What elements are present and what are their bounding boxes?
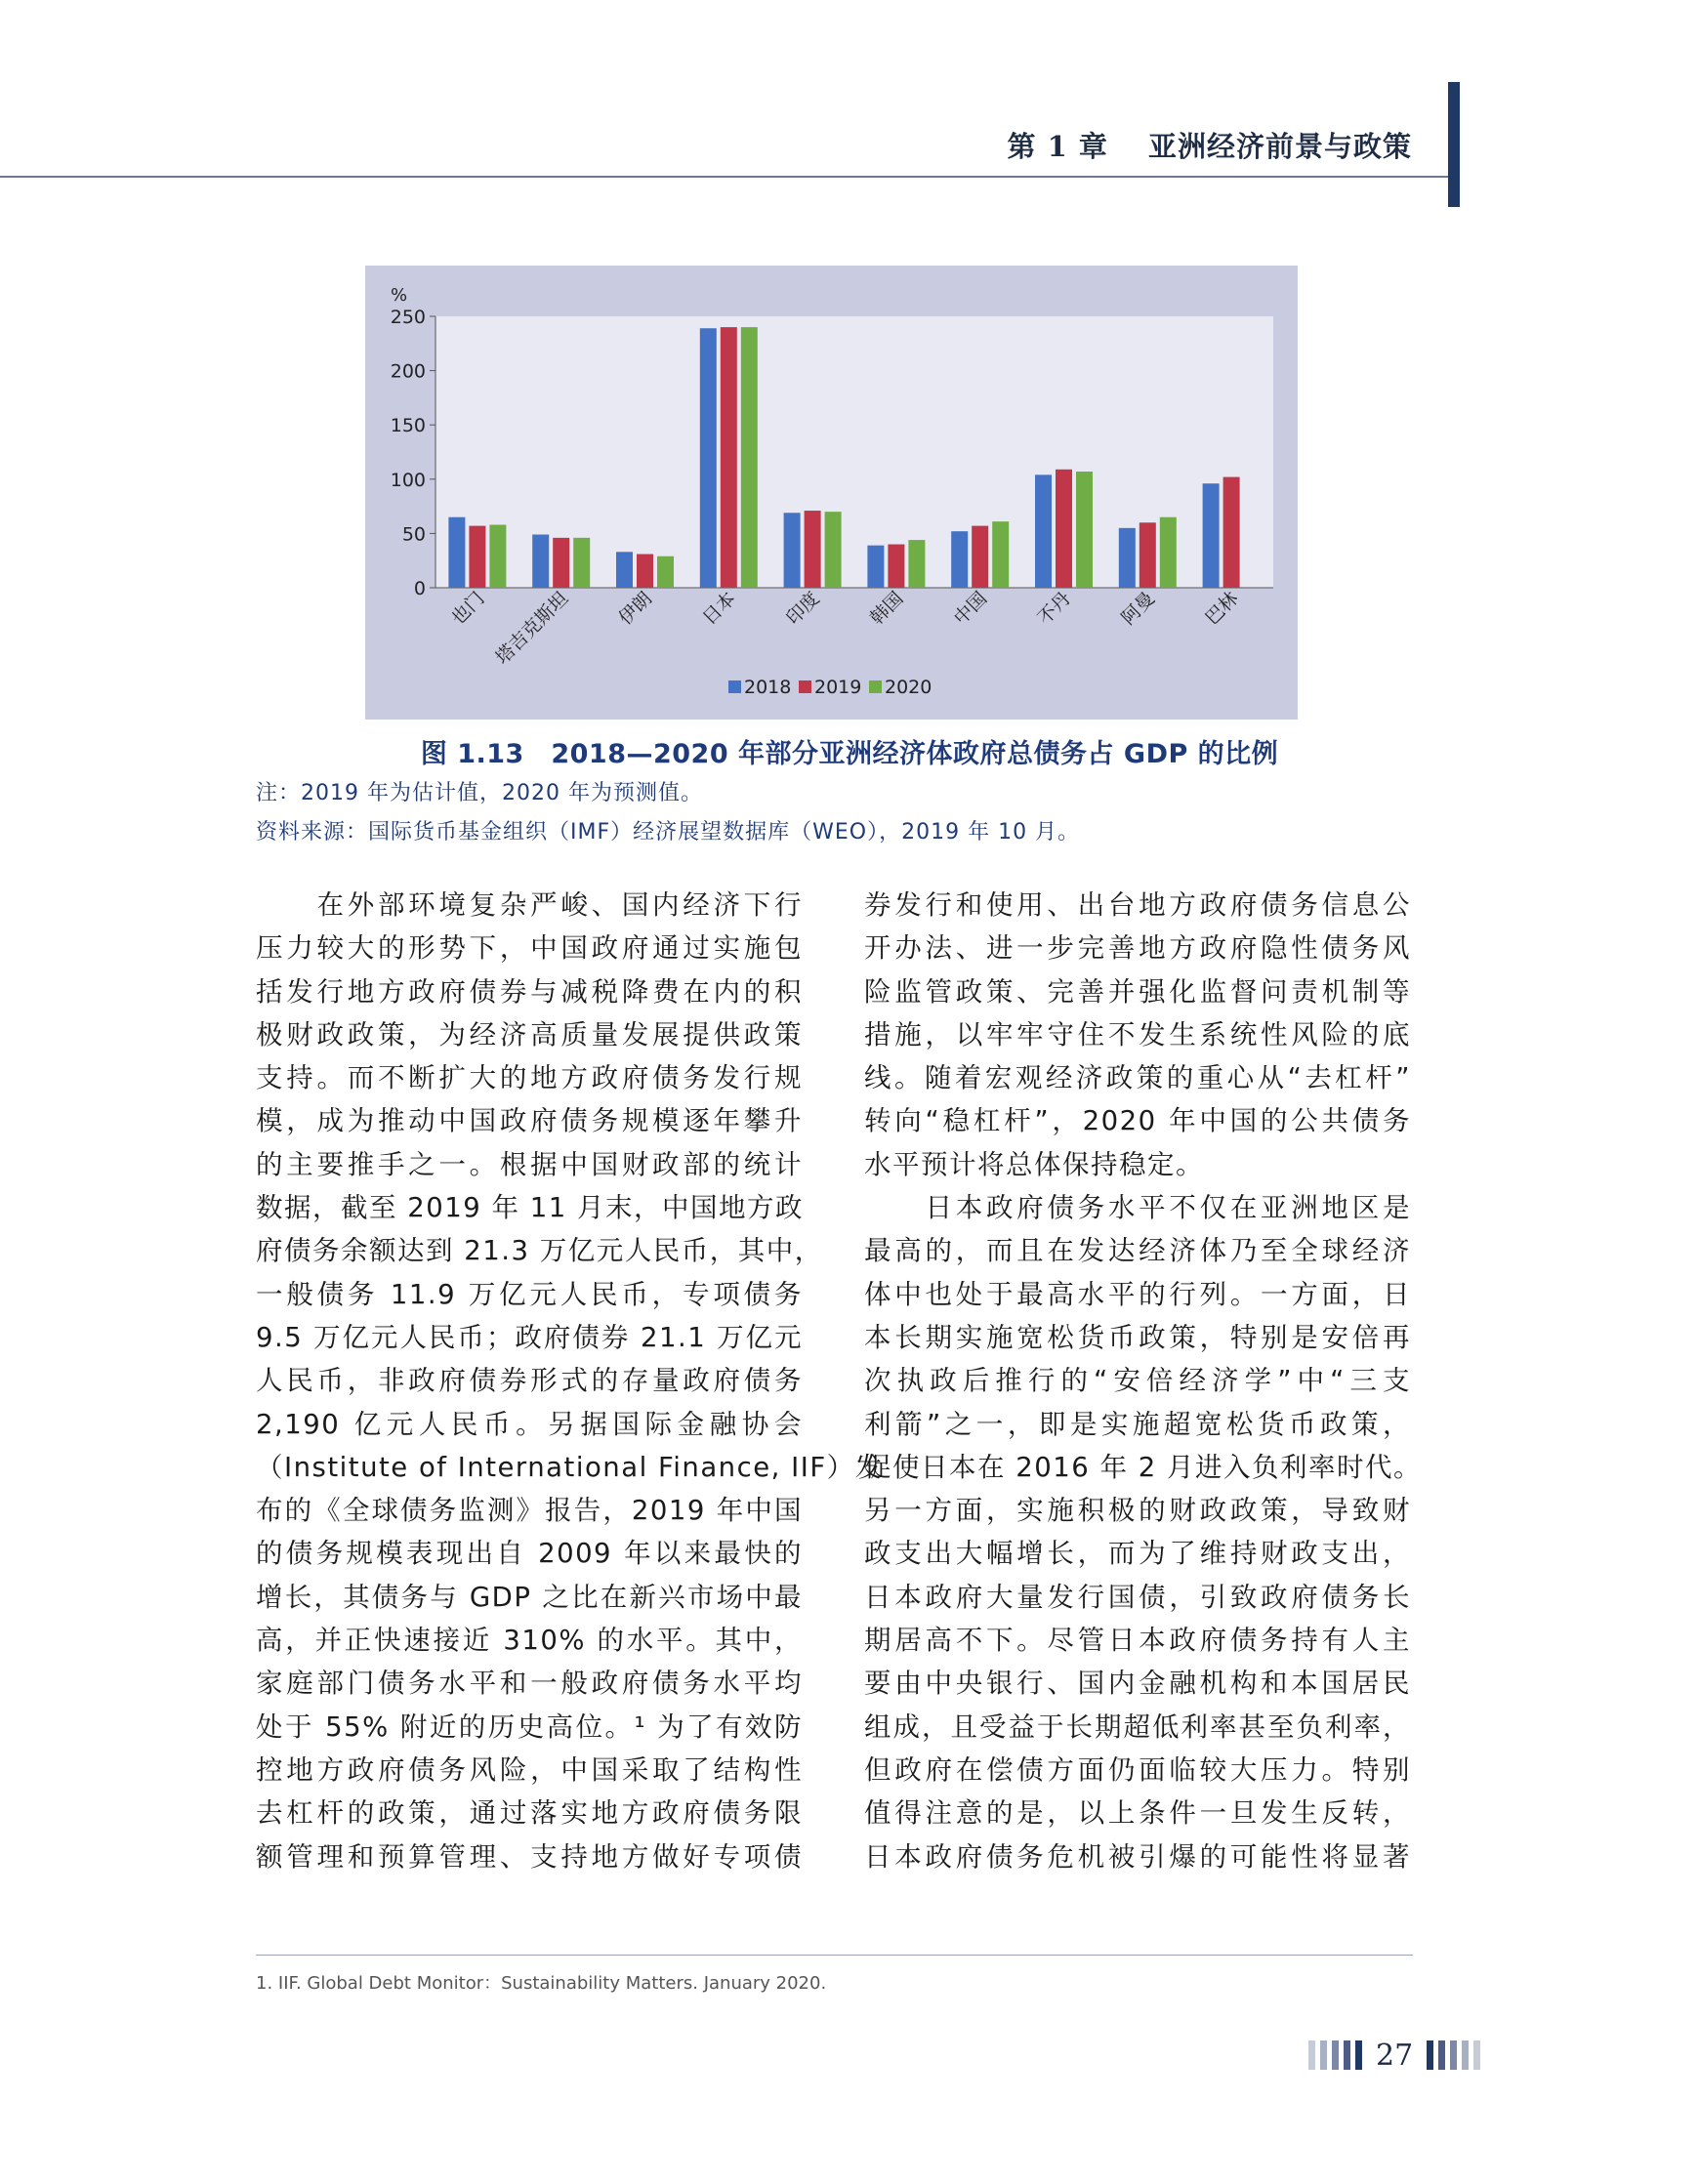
body-line: 另一方面，实施积极的财政政策，导致财 <box>864 1495 1411 1527</box>
page-number: 27 <box>1376 2038 1414 2073</box>
legend-swatch-2019 <box>799 680 811 693</box>
bar-2019 <box>1140 522 1156 588</box>
y-tick-label: 100 <box>390 469 426 491</box>
x-tick-label: 不丹 <box>1033 587 1076 630</box>
body-line: 处于 55% 附近的历史高位。¹ 为了有效防 <box>256 1710 803 1743</box>
body-line: 人民币，非政府债券形式的存量政府债务 <box>256 1365 803 1397</box>
page-number-block <box>1308 2036 1480 2075</box>
body-line: 最高的，而且在发达经济体乃至全球经济 <box>864 1235 1411 1267</box>
figure-caption: 图 1.13 2018—2020 年部分亚洲经济体政府总债务占 GDP 的比例 <box>420 739 1279 769</box>
x-tick-label: 日本 <box>698 587 740 630</box>
bar-2020 <box>489 525 506 588</box>
body-line: 数据，截至 2019 年 11 月末，中国地方政 <box>256 1192 804 1224</box>
body-line: 日本政府债务水平不仅在亚洲地区是 <box>864 1192 1411 1224</box>
bar-2019 <box>469 526 485 588</box>
bar-2019 <box>805 511 821 588</box>
body-column-left <box>256 884 884 1878</box>
body-line: 家庭部门债务水平和一般政府债务水平均 <box>256 1668 803 1700</box>
body-line: 险监管政策、完善并强化监督问责机制等 <box>864 975 1411 1008</box>
bar-2018 <box>532 535 549 588</box>
body-line: 模，成为推动中国政府债务规模逐年攀升 <box>256 1105 803 1137</box>
body-line: 开办法、进一步完善地方政府隐性债务风 <box>864 932 1411 965</box>
body-line: 但政府在偿债方面仍面临较大压力。特别 <box>864 1753 1411 1786</box>
bar-2020 <box>741 327 758 588</box>
body-line: 增长，其债务与 GDP 之比在新兴市场中最 <box>256 1581 803 1613</box>
body-line: 一般债务 11.9 万亿元人民币，专项债务 <box>256 1278 803 1310</box>
body-line: 措施，以牢牢守住不发生系统性风险的底 <box>864 1018 1411 1051</box>
x-tick-label: 印度 <box>782 587 824 630</box>
bar-2018 <box>784 513 801 588</box>
body-line: （Institute of International Finance, IIF）发 <box>256 1451 884 1483</box>
bar-2019 <box>637 555 653 588</box>
body-line: 券发行和使用、出台地方政府债务信息公 <box>864 889 1411 921</box>
x-tick-label: 塔吉克斯坦 <box>491 587 573 669</box>
body-line: 组成，且受益于长期超低利率甚至负利率， <box>864 1710 1411 1743</box>
body-line: 次执政后推行的“安倍经济学”中“三支 <box>864 1365 1411 1397</box>
body-line: 要由中央银行、国内金融机构和本国居民 <box>864 1668 1411 1700</box>
chapter-label: 第 1 章 <box>1007 130 1108 163</box>
debt-chart <box>365 266 1298 720</box>
legend-label: 2020 <box>885 677 932 698</box>
y-tick-label: 250 <box>390 307 426 328</box>
bar-2019 <box>888 545 904 588</box>
body-line: 控地方政府债务风险，中国采取了结构性 <box>256 1753 803 1786</box>
body-line: 期居高不下。尽管日本政府债务持有人主 <box>864 1625 1411 1657</box>
legend-swatch-2020 <box>869 680 882 693</box>
body-line: 值得注意的是，以上条件一旦发生反转， <box>864 1797 1411 1830</box>
x-tick-label: 韩国 <box>865 587 908 630</box>
bar-2018 <box>616 552 633 588</box>
body-line: 压力较大的形势下，中国政府通过实施包 <box>256 932 803 965</box>
legend-label: 2019 <box>814 677 862 698</box>
x-tick-label: 阿曼 <box>1117 587 1159 630</box>
bar-2018 <box>448 517 465 588</box>
bar-2020 <box>1076 472 1093 588</box>
bar-2018 <box>1119 528 1136 588</box>
figure-source: 资料来源：国际货币基金组织（IMF）经济展望数据库（WEO），2019 年 10 月。 <box>256 820 1081 845</box>
y-axis-unit: % <box>391 285 408 306</box>
legend-label: 2018 <box>744 677 792 698</box>
body-column-right <box>864 884 1422 1878</box>
x-tick-label: 巴林 <box>1201 587 1243 630</box>
bar-2020 <box>992 521 1009 588</box>
body-line: 极财政政策，为经济高质量发展提供政策 <box>256 1018 803 1051</box>
body-line: 本长期实施宽松货币政策，特别是安倍再 <box>864 1321 1411 1353</box>
y-tick-label: 0 <box>413 578 426 599</box>
bar-2019 <box>972 526 988 588</box>
body-line: 的债务规模表现出自 2009 年以来最快的 <box>256 1538 803 1570</box>
bar-2018 <box>1035 474 1052 588</box>
bar-2018 <box>867 546 884 588</box>
body-line: 日本政府债务危机被引爆的可能性将显著 <box>864 1840 1411 1873</box>
x-tick-label: 中国 <box>949 587 992 630</box>
body-line: 9.5 万亿元人民币；政府债券 21.1 万亿元 <box>256 1321 803 1353</box>
bar-2019 <box>553 538 569 588</box>
bar-2018 <box>1203 483 1220 588</box>
bar-2020 <box>908 540 925 588</box>
legend-swatch-2018 <box>728 680 741 693</box>
body-line: 的主要推手之一。根据中国财政部的统计 <box>256 1148 803 1180</box>
header-rule <box>0 176 1450 178</box>
bar-2020 <box>657 556 674 588</box>
y-tick-label: 200 <box>390 360 426 383</box>
footnote-rule <box>256 1955 1413 1956</box>
body-line: 支持。而不断扩大的地方政府债务发行规 <box>256 1062 803 1094</box>
body-line: 布的《全球债务监测》报告，2019 年中国 <box>256 1495 803 1527</box>
body-line: 日本政府大量发行国债，引致政府债务长 <box>864 1581 1411 1613</box>
body-line: 转向“稳杠杆”，2020 年中国的公共债务 <box>864 1105 1411 1137</box>
body-line: 体中也处于最高水平的行列。一方面，日 <box>864 1278 1411 1310</box>
footnote: 1. IIF. Global Debt Monitor：Sustainability Matters. January 2020. <box>256 1973 827 1994</box>
body-line: 括发行地方政府债券与减税降费在内的积 <box>256 975 803 1008</box>
body-line: 府债务余额达到 21.3 万亿元人民币，其中， <box>256 1235 823 1267</box>
page-deco-right <box>1427 2040 1480 2070</box>
body-line: 高，并正快速接近 310% 的水平。其中， <box>256 1625 803 1657</box>
body-line: 线。随着宏观经济政策的重心从“去杠杆” <box>864 1062 1411 1094</box>
body-line: 水平预计将总体保持稳定。 <box>864 1148 1204 1180</box>
bar-2018 <box>951 531 968 588</box>
y-tick-label: 150 <box>390 415 426 437</box>
x-tick-label: 伊朗 <box>614 587 657 630</box>
bar-2019 <box>721 327 737 588</box>
bar-2020 <box>573 538 590 588</box>
running-header <box>1008 125 1413 165</box>
bar-2019 <box>1056 470 1072 588</box>
header-accent-bar <box>1448 82 1460 207</box>
bar-2019 <box>1223 477 1240 588</box>
body-line: 2,190 亿元人民币。另据国际金融协会 <box>256 1408 803 1440</box>
bar-2020 <box>825 512 842 588</box>
chart-svg <box>365 266 1298 720</box>
body-line: 额管理和预算管理、支持地方做好专项债 <box>256 1840 803 1873</box>
body-line: 去杠杆的政策，通过落实地方政府债务限 <box>256 1797 803 1830</box>
body-line: 政支出大幅增长，而为了维持财政支出， <box>864 1538 1411 1570</box>
y-tick-label: 50 <box>401 523 426 546</box>
bar-2020 <box>1160 517 1177 588</box>
body-line: 促使日本在 2016 年 2 月进入负利率时代。 <box>864 1451 1422 1483</box>
page-deco-left <box>1308 2040 1362 2070</box>
bar-2018 <box>700 328 717 588</box>
x-tick-label: 也门 <box>446 587 489 630</box>
figure-note: 注：2019 年为估计值，2020 年为预测值。 <box>256 781 703 805</box>
chapter-title: 亚洲经济前景与政策 <box>1147 130 1412 163</box>
body-line: 在外部环境复杂严峻、国内经济下行 <box>256 889 803 921</box>
body-line: 利箭”之一，即是实施超宽松货币政策， <box>864 1408 1411 1440</box>
